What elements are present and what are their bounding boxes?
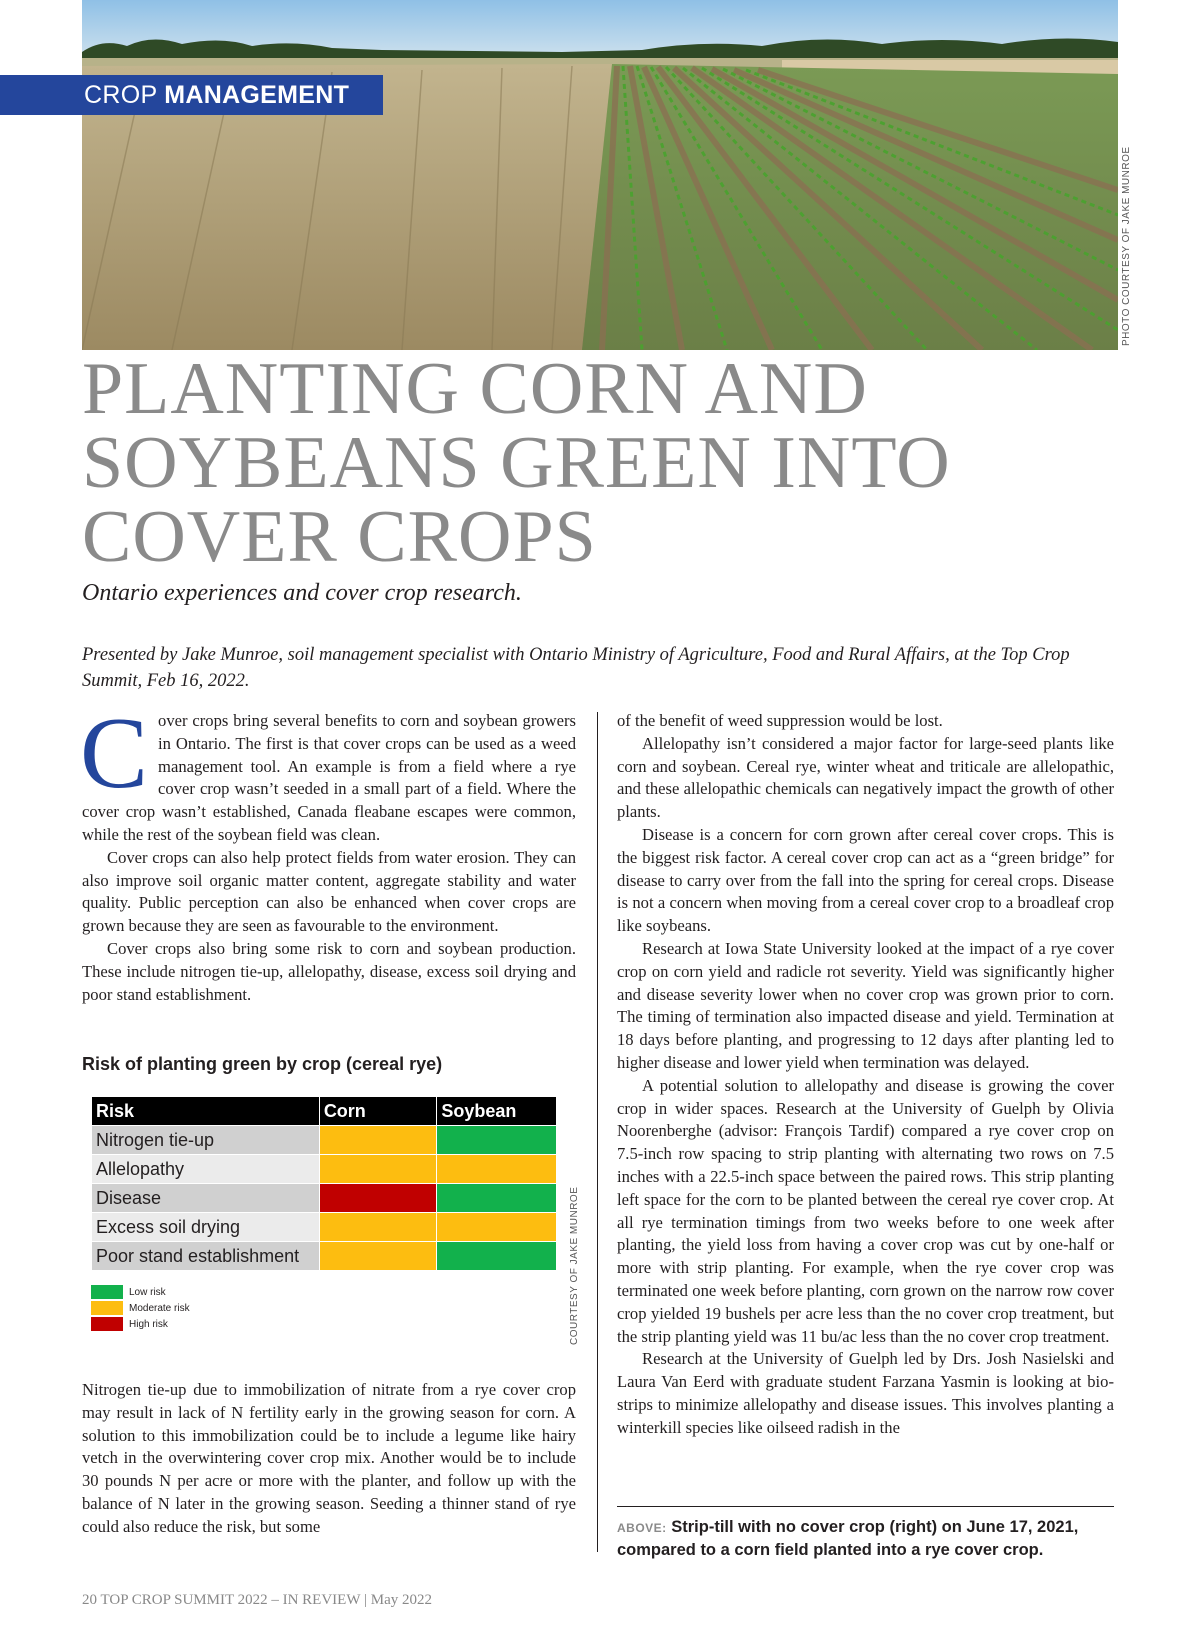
legend-item-moderate xyxy=(91,1300,190,1316)
body-paragraph: Cover crops also bring some risk to corn and soybean production. These include nitrogen tie-up, allelopathy, disease, excess soil drying and poor stand establishment. xyxy=(82,938,576,1004)
legend-swatch-low xyxy=(91,1285,123,1299)
legend-label: High risk xyxy=(129,1318,168,1330)
body-paragraph: Allelopathy isn’t considered a major factor for large-seed plants like corn and soybean. Cereal rye, winter wheat and triticale are allelopathic, and these allelopathic chemicals can negatively impact the growth of other plants. xyxy=(617,733,1114,822)
table-row xyxy=(92,1126,557,1155)
headline-line-2: SOYBEANS GREEN INTO xyxy=(82,422,951,504)
table-row xyxy=(92,1155,557,1184)
header-soybean: Soybean xyxy=(437,1097,557,1126)
headline-line-3: COVER CROPS xyxy=(82,496,597,578)
legend-item-low xyxy=(91,1284,190,1300)
corn-risk-cell xyxy=(319,1126,437,1155)
presenter-note: Presented by Jake Munroe, soil management specialist with Ontario Ministry of Agriculture, Food and Rural Affairs, at the Top Crop Summit, Feb 16, 2022. xyxy=(82,645,1070,691)
risk-table xyxy=(91,1096,557,1271)
risk-legend xyxy=(91,1284,190,1332)
page-footer: 20 TOP CROP SUMMIT 2022 – IN REVIEW | May 2022 xyxy=(82,1592,432,1608)
legend-label: Low risk xyxy=(129,1286,166,1298)
corn-risk-cell xyxy=(319,1155,437,1184)
left-column-top xyxy=(80,697,576,1006)
corn-risk-cell xyxy=(319,1213,437,1242)
photo-caption xyxy=(617,1516,1114,1561)
drop-cap: C xyxy=(80,697,149,810)
section-tag-light: CROP xyxy=(84,81,157,109)
body-paragraph: Cover crops can also help protect fields from water erosion. They can also improve soil organic matter content, aggregate stability and water quality. Public perception can also be enhanced when cover crops are grown because they are seen as favourable to the environment. xyxy=(82,847,576,936)
risk-label: Excess soil drying xyxy=(92,1213,320,1242)
risk-label: Poor stand establishment xyxy=(92,1242,320,1271)
soybean-risk-cell xyxy=(437,1213,557,1242)
body-paragraph: A potential solution to allelopathy and disease is growing the cover crop in wider spaces. Research at the University of Guelph by Olivia Noorenberghe (advisor: François Tardif) compared a rye cover crop on 7.5-inch row spacing to strip planting with alternating two rows on 7.5 inches with a 22.5-inch space between the paired rows. This strip planting left space for the corn to be planted between the cereal rye cover crop. At all rye termination timings from two weeks before to one week after planting, the yield loss from having a cover crop was cut by one-half or more with strip planting. For example, when the rye cover crop was terminated one week before planting, corn grown on the narrow row cover crop yielded 19 bushels per acre less than the no cover crop treatment, but the strip planting yield was 11 bu/ac less than the no cover crop treatment. xyxy=(617,1075,1114,1346)
right-column xyxy=(617,710,1114,1440)
soybean-risk-cell xyxy=(437,1155,557,1184)
article-deck: Ontario experiences and cover crop research. xyxy=(82,580,522,606)
body-paragraph: Nitrogen tie-up due to immobilization of nitrate from a rye cover crop may result in lack of N fertility early in the growing season for corn. A solution to this immobilization could be to include a legume like hairy vetch in the overwintering cover crop mix. Another would be to include 30 pounds N per acre or more with the planter, and follow up with the balance of N later in the growing season. Seeding a thinner stand of rye could also reduce the risk, but some xyxy=(82,1380,576,1536)
article-headline xyxy=(82,348,1082,578)
field-photo-illustration xyxy=(82,0,1118,350)
paragraph-text: over crops bring several benefits to corn and soybean growers in Ontario. The first is that cover crops can be used as a weed management tool. An example is from a field where a rye cover crop wasn’t seeded in a small part of a field. Where the cover crop wasn’t established, Canada fleabane escapes were common, while the rest of the soybean field was clean. xyxy=(82,711,576,844)
legend-swatch-moderate xyxy=(91,1301,123,1315)
soybean-risk-cell xyxy=(437,1126,557,1155)
risk-table-header-row xyxy=(92,1097,557,1126)
header-risk: Risk xyxy=(92,1097,320,1126)
risk-label: Disease xyxy=(92,1184,320,1213)
left-column-bottom xyxy=(82,1379,576,1539)
body-paragraph xyxy=(80,697,576,847)
legend-item-high xyxy=(91,1316,190,1332)
legend-swatch-high xyxy=(91,1317,123,1331)
table-row xyxy=(92,1213,557,1242)
section-tag xyxy=(0,75,383,115)
legend-label: Moderate risk xyxy=(129,1302,190,1314)
body-paragraph: Disease is a concern for corn grown after cereal cover crops. This is the biggest risk factor. A cereal cover crop can act as a “green bridge” for disease to carry over from the fall into the spring for cereal crops. Disease is not a concern when moving from a cereal cover crop to a broadleaf crop like soybeans. xyxy=(617,824,1114,936)
hero-photo xyxy=(82,0,1118,350)
body-paragraph: Research at Iowa State University looked at the impact of a rye cover crop on corn yield and radicle rot severity. Yield was significantly higher and disease severity lower when no cover crop was grown prior to corn. The timing of termination also impacted disease and yield. Termination at 18 days before planting, and progressing to 12 days after planting led to higher disease and lower yield when termination was delayed. xyxy=(617,938,1114,1072)
caption-text: Strip-till with no cover crop (right) on June 17, 2021, compared to a corn field planted into a rye cover crop. xyxy=(617,1518,1079,1559)
risk-table-heading: Risk of planting green by crop (cereal rye) xyxy=(82,1054,443,1074)
body-paragraph: Research at the University of Guelph led by Drs. Josh Nasielski and Laura Van Eerd with graduate student Farzana Yasmin is looking at bio-strips to minimize allelopathy and disease issues. This involves planting a winterkill species like oilseed radish in the xyxy=(617,1349,1114,1437)
column-divider xyxy=(597,712,598,1552)
section-tag-bold: MANAGEMENT xyxy=(164,81,350,109)
corn-risk-cell xyxy=(319,1184,437,1213)
photo-credit: PHOTO COURTESY OF JAKE MUNROE xyxy=(1121,146,1132,346)
table-row xyxy=(92,1242,557,1271)
body-paragraph: of the benefit of weed suppression would be lost. xyxy=(617,711,943,730)
soybean-risk-cell xyxy=(437,1184,557,1213)
corn-risk-cell xyxy=(319,1242,437,1271)
risk-label: Nitrogen tie-up xyxy=(92,1126,320,1155)
risk-label: Allelopathy xyxy=(92,1155,320,1184)
caption-rule xyxy=(617,1506,1114,1507)
table-credit: COURTESY OF JAKE MUNROE xyxy=(569,1186,580,1345)
soybean-risk-cell xyxy=(437,1242,557,1271)
headline-line-1: PLANTING CORN AND xyxy=(82,348,868,430)
table-row xyxy=(92,1184,557,1213)
caption-lead: ABOVE: xyxy=(617,1521,667,1535)
header-corn: Corn xyxy=(319,1097,437,1126)
